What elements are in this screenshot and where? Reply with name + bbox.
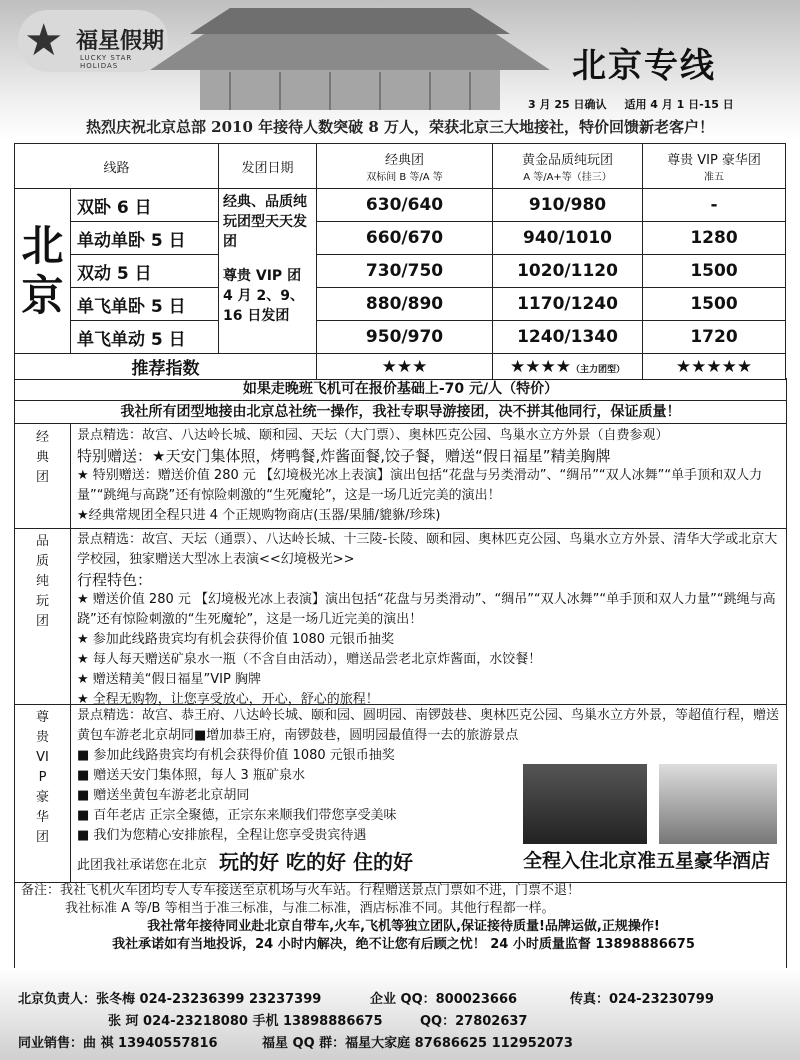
price-cell: 660/670 [317, 222, 493, 255]
note-2: 我社标准 A 等/B 等相当于准三标准，与准二标准，酒店标准不同。其他行程都一样。 [65, 901, 555, 916]
note-1: 备注：我社飞机火车团均专人专车接送至京机场与火车站。行程赠送景点门票如不进，门票不退！ [21, 883, 581, 898]
price-cell: - [643, 189, 786, 222]
table-row [15, 189, 786, 222]
contact-3: 同业销售：曲 祺 13940557816 [18, 1036, 218, 1051]
rating-gold: ★★★★（主力团型） [493, 354, 643, 380]
rating-vip: ★★★★★ [643, 354, 786, 380]
note-4: 我社承诺如有当地投诉，24 小时内解决，绝不让您有后顾之忧！ 24 小时质量监督 13898886675 [112, 937, 695, 952]
star-icon: ★ [24, 15, 64, 66]
table-row [15, 255, 786, 288]
route-cell: 单飞单卧 5 日 [71, 288, 219, 321]
qq-group: 福星 QQ 群：福星大家庭 87686625 112952073 [262, 1036, 573, 1051]
rating-label: 推荐指数 [15, 354, 317, 380]
section-body [77, 530, 780, 710]
list-item: ■ 百年老店 正宗全聚德，正宗东来顺我们带您享受美味 [77, 808, 397, 823]
classic-section [14, 424, 787, 529]
th-depart: 发团日期 [219, 144, 317, 189]
route-cell: 双动 5 日 [71, 255, 219, 288]
palace-image [150, 0, 550, 120]
room-photo [659, 764, 777, 844]
promise: 此团我社承诺您在北京 玩的好 吃的好 住的好 [77, 850, 413, 874]
date-info [528, 96, 752, 112]
late-flight-note: 如果走晚班飞机可在报价基础上-70 元/人（特价） [14, 378, 787, 401]
gift: 特别赠送：★天安门集体照，烤鸭餐,炸酱面餐,饺子餐，赠送“假日福星”精美胸牌 [77, 447, 611, 465]
price-cell: 1280 [643, 222, 786, 255]
list-item: ★ 全程无购物，让您享受放心，开心，舒心的旅程！ [77, 692, 379, 707]
depart-cell: 经典、品质纯玩团型天天发团 尊贵 VIP 团 4 月 2、9、16 日发团 [219, 189, 317, 354]
table-row [15, 222, 786, 255]
spots: 景点精选：故宫、恭王府、八达岭长城、颐和园、圆明园、南锣鼓巷、奥林匹克公园、鸟巢水立方外景，等超值行程，赠送黄包车游老北京胡同■增加恭王府，南锣鼓巷，圆明园最值得一去的旅游景点 [77, 708, 780, 743]
route-cell: 单飞单动 5 日 [71, 321, 219, 354]
price-cell: 1170/1240 [493, 288, 643, 321]
table-row [15, 288, 786, 321]
contact-2: 张 珂 024-23218080 手机 13898886675 [108, 1014, 383, 1029]
price-cell: 630/640 [317, 189, 493, 222]
spots: 景点精选：故宫、八达岭长城、颐和园、天坛（大门票）、奥林匹克公园、鸟巢水立方外景（自费参观） [77, 428, 669, 443]
price-cell: 1500 [643, 255, 786, 288]
list-item: ★ 每人每天赠送矿泉水一瓶（不含自由活动），赠送品尝老北京炸酱面，水饺餐！ [77, 652, 542, 667]
rating-row [15, 354, 786, 380]
note-3: 我社常年接待同业赴北京自带车,火车,飞机等独立团队,保证接待质量!品牌运做,正规操作! [147, 919, 660, 934]
section-label: 经典团 [15, 424, 71, 528]
price-cell: 910/980 [493, 189, 643, 222]
table-header [15, 144, 786, 189]
price-table [14, 143, 786, 380]
list-item: ■ 赠送坐黄包车游老北京胡同 [77, 788, 250, 803]
price-cell: 1500 [643, 288, 786, 321]
valid-date: 适用 4 月 1 日-15 日 [624, 98, 734, 111]
logo-name: 福星假期 [76, 28, 165, 54]
price-cell: 950/970 [317, 321, 493, 354]
rating-classic: ★★★ [317, 354, 493, 380]
header [0, 0, 800, 140]
show: ★ 特别赠送：赠送价值 280 元 【幻境极光冰上表演】演出包括“花盘与另类滑动”、“绸吊”“双人冰舞”“单手顶和双人力量”“跳绳与高跷”还有惊险刺激的“生死魔轮”，这是一场几近完美的演出！ [77, 468, 763, 503]
route-cell: 双卧 6 日 [71, 189, 219, 222]
th-gold: 黄金品质纯玩团 A 等/A+等（挂三） [493, 144, 643, 189]
vip-section [14, 704, 787, 883]
guarantee-note: 我社所有团型地接由北京总社统一操作，我社专职导游接团，决不拼其他同行，保证质量！ [14, 401, 787, 424]
notes [14, 882, 787, 969]
promise-big: 玩的好 吃的好 住的好 [219, 850, 413, 874]
price-cell: 1720 [643, 321, 786, 354]
qq-2: QQ：27802637 [420, 1014, 528, 1029]
logo-sub: LUCKY STAR HOLIDAS [80, 54, 133, 70]
qq-1: 企业 QQ：800023666 [370, 992, 518, 1007]
price-cell: 730/750 [317, 255, 493, 288]
footer [0, 968, 800, 1060]
section-label: 品质纯玩团 [15, 528, 71, 704]
hotel-photos [523, 764, 777, 844]
shops: ★经典常规团全程只进 4 个正规购物商店(玉器/果脯/貔貅/珍珠) [77, 508, 441, 523]
th-vip: 尊贵 VIP 豪华团 准五 [643, 144, 786, 189]
route-cell: 单动单卧 5 日 [71, 222, 219, 255]
table-row [15, 321, 786, 354]
section-body [77, 426, 780, 526]
list-item: ★ 赠送精美“假日福星”VIP 胸牌 [77, 672, 261, 687]
th-classic: 经典团 双标间 B 等/A 等 [317, 144, 493, 189]
confirm-date: 3 月 25 日确认 [528, 98, 607, 111]
gold-section [14, 528, 787, 705]
logo [18, 10, 168, 72]
price-cell: 1020/1120 [493, 255, 643, 288]
page-title: 北京专线 [572, 46, 716, 86]
price-cell: 940/1010 [493, 222, 643, 255]
list-item: ★ 赠送价值 280 元 【幻境极光冰上表演】演出包括“花盘与另类滑动”、“绸吊”“双人冰舞”“单手顶和双人力量”“跳绳与高跷”还有惊险刺激的“生死魔轮”，这是一场几近完美的演出！ [77, 592, 776, 627]
spots: 景点精选：故宫、天坛（通票）、八达岭长城、十三陵-长陵、颐和园、奥林匹克公园、鸟巢水立方外景、清华大学或北京大学校园，独家赠送大型冰上表演<<幻境极光>> [77, 532, 778, 567]
price-cell: 880/890 [317, 288, 493, 321]
city-cell: 北 京 [15, 189, 71, 354]
hotel-slogan: 全程入住北京准五星豪华酒店 [523, 850, 771, 872]
section-label: 尊贵VIP豪华团 [15, 704, 71, 882]
feature-title: 行程特色： [77, 571, 153, 589]
list-item: ■ 赠送天安门集体照，每人 3 瓶矿泉水 [77, 768, 305, 783]
contact-1: 北京负责人：张冬梅 024-23236399 23237399 [18, 992, 322, 1007]
gate-photo [523, 764, 647, 844]
list-item: ★ 参加此线路贵宾均有机会获得价值 1080 元银币抽奖 [77, 632, 395, 647]
price-cell: 1240/1340 [493, 321, 643, 354]
th-route: 线路 [15, 144, 219, 189]
list-item: ■ 我们为您精心安排旅程，全程让您享受贵宾待遇 [77, 828, 367, 843]
list-item: ■ 参加此线路贵宾均有机会获得价值 1080 元银币抽奖 [77, 748, 395, 763]
banner: 热烈庆祝北京总部 2010 年接待人数突破 8 万人，荣获北京三大地接社，特价回馈新老客户！ [85, 118, 715, 136]
fax: 传真：024-23230799 [570, 992, 714, 1007]
